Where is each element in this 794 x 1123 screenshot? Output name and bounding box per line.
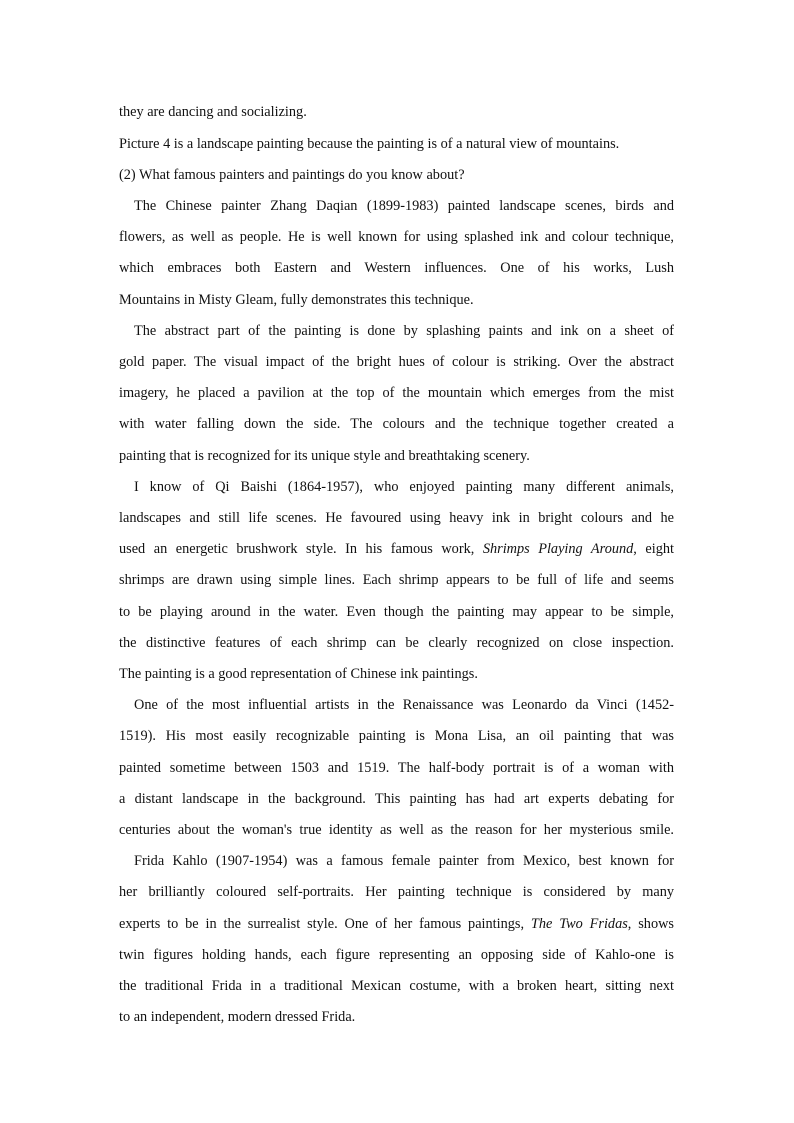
text-line: I know of Qi Baishi (1864-1957), who enjoyed painting many different animals, [134, 479, 674, 495]
text-line: landscapes and still life scenes. He favoured using heavy ink in bright colours and he [119, 510, 674, 526]
artwork-title: The Two Fridas [530, 916, 628, 932]
text-line: a distant landscape in the background. This painting has had art experts debating for [119, 791, 674, 807]
text-line: to an independent, modern dressed Frida. [119, 1009, 356, 1025]
text-line: The painting is a good representation of Chinese ink paintings. [119, 666, 478, 682]
text-line: Mountains in Misty Gleam, fully demonstrates this technique. [119, 292, 474, 308]
text-line: painted sometime between 1503 and 1519. The half-body portrait is of a woman with [119, 760, 674, 776]
text-line: they are dancing and socializing. [119, 104, 307, 120]
text-line: the distinctive features of each shrimp can be clearly recognized on close inspection. [119, 635, 674, 651]
text-line: which embraces both Eastern and Western influences. One of his works, Lush [119, 260, 674, 276]
text-line: her brilliantly coloured self-portraits. Her painting technique is considered by many [119, 884, 674, 900]
text-line: the traditional Frida in a traditional Mexican costume, with a broken heart, sitting next [119, 978, 674, 994]
text-line: to be playing around in the water. Even though the painting may appear to be simple, [119, 604, 674, 620]
text-line: centuries about the woman's true identity as well as the reason for her mysterious smile. [119, 822, 674, 838]
text-span: , eight [633, 541, 674, 557]
text-span: used an energetic brushwork style. In his famous work, [119, 541, 483, 557]
text-line [119, 537, 674, 561]
artwork-title: Shrimps Playing Around [482, 541, 634, 557]
text-line: Frida Kahlo (1907-1954) was a famous female painter from Mexico, best known for [134, 853, 674, 869]
question-heading: (2) What famous painters and paintings do you know about? [119, 167, 465, 183]
text-line: with water falling down the side. The colours and the technique together created a [119, 416, 674, 432]
text-line: Picture 4 is a landscape painting because the painting is of a natural view of mountains. [119, 136, 620, 152]
text-line: One of the most influential artists in the Renaissance was Leonardo da Vinci (1452- [134, 697, 674, 713]
text-line: 1519). His most easily recognizable painting is Mona Lisa, an oil painting that was [119, 728, 674, 744]
text-line: shrimps are drawn using simple lines. Each shrimp appears to be full of life and seems [119, 572, 674, 588]
text-line: flowers, as well as people. He is well known for using splashed ink and colour technique, [119, 229, 674, 245]
text-span: experts to be in the surrealist style. One of her famous paintings, [119, 916, 531, 932]
text-line [119, 912, 674, 936]
text-line: imagery, he placed a pavilion at the top of the mountain which emerges from the mist [119, 385, 674, 401]
text-line: The abstract part of the painting is done by splashing paints and ink on a sheet of [134, 323, 674, 339]
text-line: The Chinese painter Zhang Daqian (1899-1983) painted landscape scenes, birds and [134, 198, 674, 214]
text-line: gold paper. The visual impact of the bright hues of colour is striking. Over the abstract [119, 354, 674, 370]
text-span: , shows [627, 916, 674, 932]
text-line: painting that is recognized for its unique style and breathtaking scenery. [119, 448, 530, 464]
text-line: twin figures holding hands, each figure representing an opposing side of Kahlo-one is [119, 947, 674, 963]
